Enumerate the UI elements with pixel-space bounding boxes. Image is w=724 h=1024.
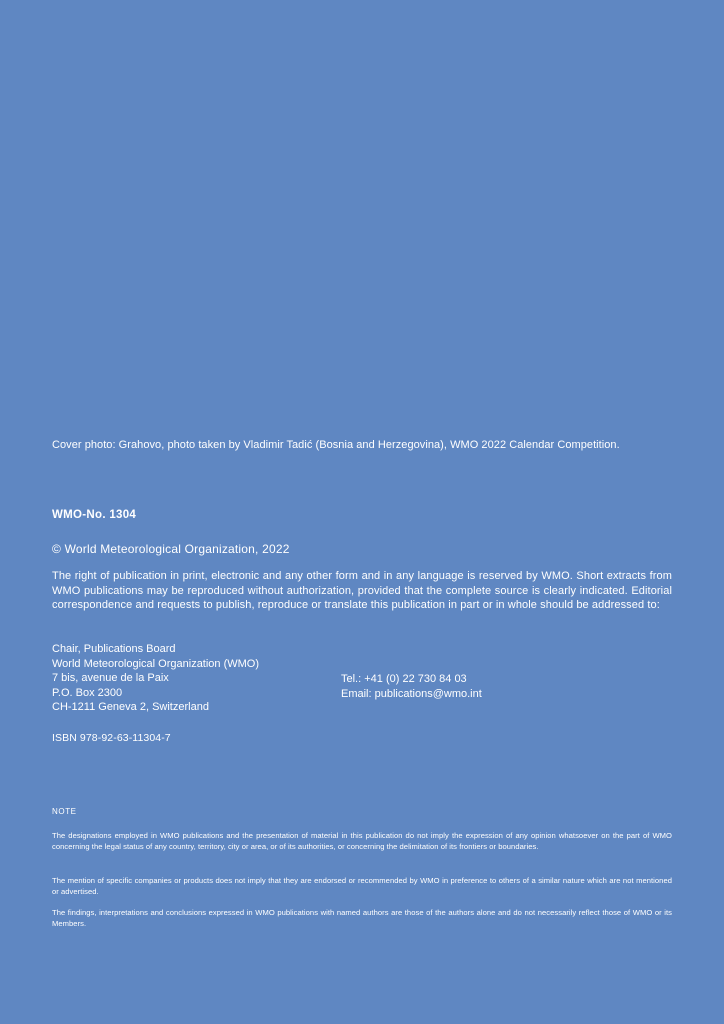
- address-line: 7 bis, avenue de la Paix: [52, 672, 169, 685]
- isbn-number: ISBN 978-92-63-11304-7: [52, 732, 171, 744]
- copyright-notice: © World Meteorological Organization, 2022: [52, 542, 290, 556]
- email-address[interactable]: Email: publications@wmo.int: [341, 687, 482, 700]
- note-paragraph-authors: The findings, interpretations and conclusions expressed in WMO publications with named authors are those of the authors alone and do not necessarily reflect those of WMO or its Members.: [52, 908, 672, 928]
- telephone-number: Tel.: +41 (0) 22 730 84 03: [341, 673, 467, 685]
- note-heading: NOTE: [52, 807, 77, 816]
- contact-details: [341, 672, 482, 701]
- rights-statement: The right of publication in print, electronic and any other form and in any language is reserved by WMO. Short extracts from WMO publications may be reproduced without authorization, provided that the complete source is clearly indicated. Editorial correspondence and requests to publish, reproduce or translate this publication in part or in whole should be addressed to:: [52, 570, 672, 612]
- address-line: CH-1211 Geneva 2, Switzerland: [52, 701, 209, 714]
- address-line: World Meteorological Organization (WMO): [52, 657, 260, 670]
- note-paragraph-endorsement: The mention of specific companies or products does not imply that they are endorsed or recommended by WMO in preference to others of a similar nature which are not mentioned or advertised.: [52, 876, 672, 896]
- publication-number: WMO-No. 1304: [52, 509, 137, 521]
- address-line: P.O. Box 2300: [52, 686, 123, 699]
- cover-photo-credit: Cover photo: Grahovo, photo taken by Vladimir Tadić (Bosnia and Herzegovina), WMO 2022 Calendar Competition.: [52, 439, 620, 451]
- note-paragraph-designations: The designations employed in WMO publications and the presentation of material in this publication do not imply the expression of any opinion whatsoever on the part of WMO concerning the legal status of any country, territory, city or area, or of its authorities, or concerning the delimitation of its frontiers or boundaries.: [52, 831, 672, 851]
- address-line: Chair, Publications Board: [52, 643, 176, 655]
